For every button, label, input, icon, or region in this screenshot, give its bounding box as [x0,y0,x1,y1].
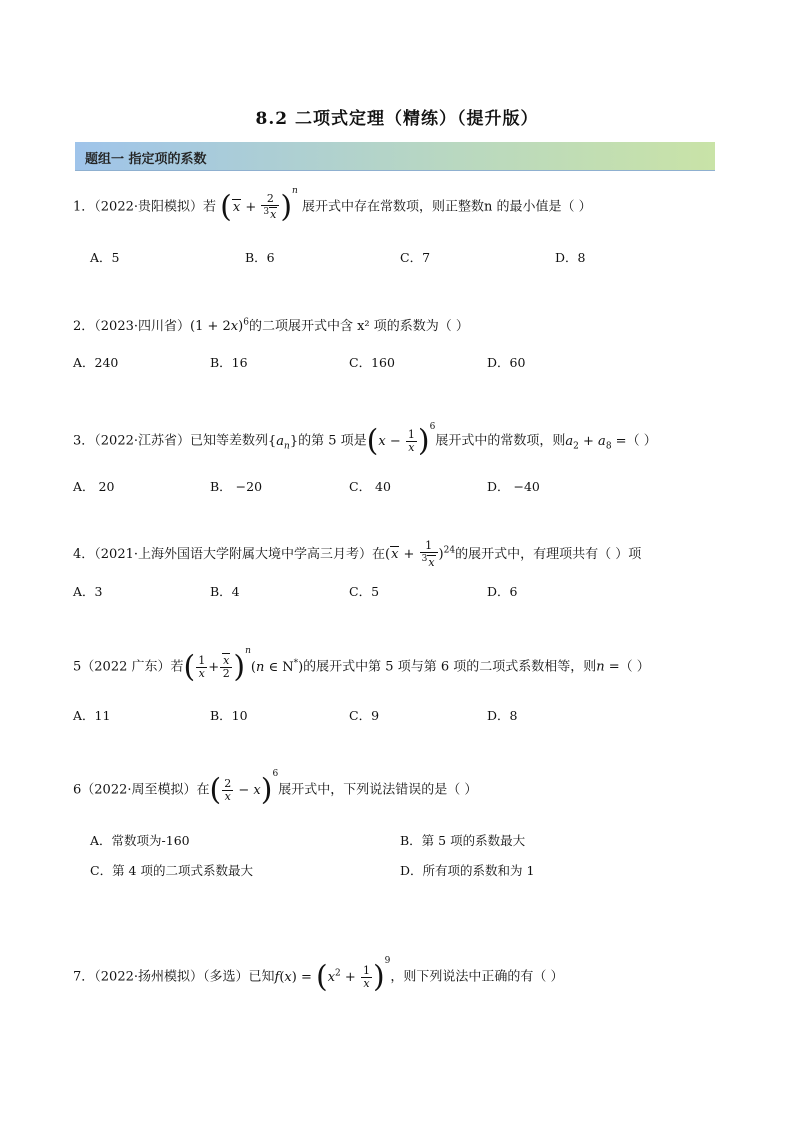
q5-option-b[interactable]: B．10 [210,708,248,723]
q2-formula: $(1 + 2x)^6$ [190,317,249,334]
q4-suffix: 的展开式中，有理项共有（ ）项 [455,546,642,562]
q3-tail: （ ） [626,433,657,449]
question-7 [73,956,564,994]
question-6 [73,769,478,807]
page-title: 8.2 二项式定理（精练）（提升版） [255,109,539,129]
q4-prefix: 4．（2021·上海外国语大学附属大境中学高三月考）在 [73,546,385,562]
q3-mid: 的第 5 项是 [298,433,367,449]
question-3 [73,422,657,458]
q4-option-c[interactable]: C．5 [349,584,380,599]
q1-option-a[interactable]: A．5 [90,250,120,265]
q3-expr: $a_2 + a_8$ = [565,433,627,452]
q2-option-b[interactable]: B．16 [210,355,248,370]
q3-seq: $\{a_n\}$ [268,433,299,452]
q1-suffix: 展开式中存在常数项，则正整数n 的最小值是（ ） [301,199,592,215]
q6-option-d[interactable]: D．所有项的系数和为 1 [400,863,535,878]
q5-prefix: 5（2022 广东）若 [73,659,184,675]
q3-option-c[interactable]: C． 40 [349,479,391,494]
q4-option-a[interactable]: A．3 [73,584,103,599]
q5-var: n [596,659,605,675]
q6-formula: ( $\frac{2}{x}$ − x)$^6$ [209,769,279,807]
q6-suffix: 展开式中，下列说法错误的是（ ） [278,782,478,798]
q3-option-d[interactable]: D． −40 [487,479,540,494]
q3-prefix: 3．（2022·江苏省）已知等差数列 [73,433,268,449]
q7-prefix: 7．（2022·扬州模拟）（多选）已知 [73,969,275,985]
q1-formula: (x + $\frac{2}{^3x}$ )$^n$ [220,186,298,224]
q3-option-b[interactable]: B． −20 [210,479,263,494]
q7-suffix: ，则下列说法中正确的有（ ） [390,969,564,985]
q5-tail: （ ） [619,659,650,675]
q6-prefix: 6（2022·周至模拟）在 [73,782,210,798]
q2-option-c[interactable]: C．160 [349,355,395,370]
question-4 [73,540,641,569]
q4-option-d[interactable]: D．6 [487,584,518,599]
q1-prefix: 1．（2022·贵阳模拟）若 [73,199,216,215]
q1-option-d[interactable]: D．8 [555,250,586,265]
q2-suffix: 的二项展开式中含 x² 项的系数为（ ） [248,319,469,334]
q6-option-b[interactable]: B．第 5 项的系数最大 [400,833,526,848]
question-1 [73,186,592,224]
q5-suffix: 的展开式中第 5 项与第 6 项的二项式系数相等，则 [303,659,597,675]
q5-option-d[interactable]: D．8 [487,708,518,723]
question-5: 5（2022 广东）若( $\frac{1}{x}$ + $\frac{x}{2}$ )$^n$(n ∈ N*)的展开式中第 5 项与第 6 项的二项式系数相等，则n =（ ） [73,646,650,684]
q6-option-a[interactable]: A．常数项为-160 [90,833,190,848]
q5-option-c[interactable]: C．9 [349,708,380,723]
q1-option-c[interactable]: C．7 [400,250,431,265]
q2-prefix: 2．（2023·四川省） [73,319,190,334]
q3-formula: (x − $\frac{1}{x}$ )$^6$ [366,422,436,458]
q1-option-b[interactable]: B．6 [245,250,275,265]
q3-option-a[interactable]: A． 20 [73,479,115,494]
section-banner [75,142,715,171]
q5-option-a[interactable]: A．11 [73,708,111,723]
q5-formula: ( $\frac{1}{x}$ + $\frac{x}{2}$ )$^n$(n ∈ N*) [183,646,304,684]
q6-option-c[interactable]: C．第 4 项的二项式系数最大 [90,863,253,878]
question-2 [73,315,469,334]
q4-formula: (x + $\frac{1}{^3x}$ )$^{24}$ [385,539,456,569]
q3-suffix: 展开式中的常数项，则 [435,433,566,449]
q2-option-d[interactable]: D．60 [487,355,526,370]
q4-option-b[interactable]: B．4 [210,584,240,599]
q7-formula: $f(x) = (x^2$ + $\frac{1}{x}$ )$^9$ [274,956,391,994]
section-label: 题组一 指定项的系数 [85,152,207,167]
q2-option-a[interactable]: A．240 [73,355,119,370]
